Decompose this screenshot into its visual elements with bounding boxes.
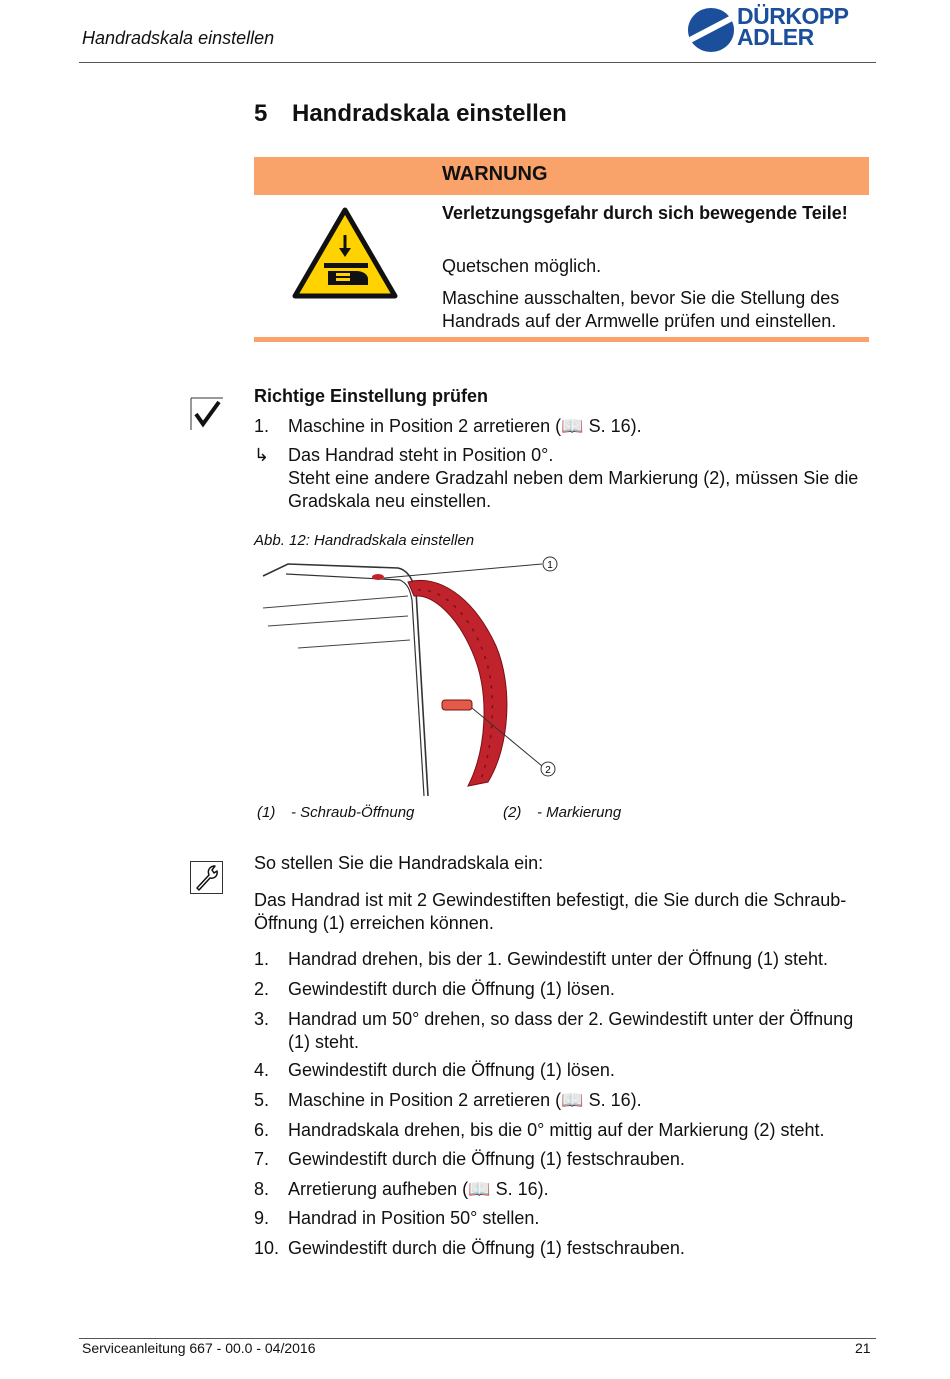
adjust-paragraph: Das Handrad ist mit 2 Gewindestiften befestigt, die Sie durch die Schraub-Öffnung (1) erreichen können. <box>254 890 847 933</box>
legend-2-text: - Markierung <box>537 804 622 821</box>
section-title: Handradskala einstellen <box>292 100 567 127</box>
warning-bottom-rule <box>254 337 869 342</box>
legend-1-number: (1) <box>257 804 276 821</box>
wrench-icon <box>190 861 223 894</box>
header-rule <box>79 62 876 63</box>
callout-1: 1 <box>547 560 553 571</box>
book-icon: 📖 <box>468 1179 491 1199</box>
logo-mark-icon <box>686 6 736 54</box>
check-step-number: 1. <box>254 416 270 436</box>
check-result-text: Das Handrad steht in Position 0°. <box>288 445 554 465</box>
arrow-result-icon: ↳ <box>254 445 270 465</box>
footer-document-id: Serviceanleitung 667 - 00.0 - 04/2016 <box>82 1340 316 1356</box>
figure-caption: Abb. 12: Handradskala einstellen <box>254 532 475 549</box>
page-header-title: Handradskala einstellen <box>82 28 275 48</box>
section-number: 5 <box>254 100 268 127</box>
check-result-note: Steht eine andere Gradzahl neben dem Markierung (2), müssen Sie die Gradskala neu einstellen. <box>288 468 859 511</box>
check-step-ref: S. 16). <box>588 416 642 436</box>
adjust-intro: So stellen Sie die Handradskala ein: <box>254 853 544 873</box>
callout-2: 2 <box>545 765 551 776</box>
legend-2-number: (2) <box>503 804 522 821</box>
section-heading <box>254 100 567 128</box>
footer-rule <box>79 1338 876 1339</box>
brand-line-2: ADLER <box>737 24 814 50</box>
warning-text-2: Maschine ausschalten, bevor Sie die Stellung des Handrads auf der Armwelle prüfen und einstellen. <box>442 288 840 331</box>
book-icon: 📖 <box>561 416 584 436</box>
handwheel-figure <box>258 556 568 802</box>
legend-1-text: - Schraub-Öffnung <box>291 804 415 821</box>
warning-header-bar <box>254 157 869 195</box>
check-step-text-a: Maschine in Position 2 arretieren ( <box>288 416 562 436</box>
brand-line-1: DÜRKOPP <box>737 3 849 29</box>
warning-label: WARNUNG <box>442 163 548 185</box>
check-title: Richtige Einstellung prüfen <box>254 386 489 406</box>
checkmark-icon <box>190 397 223 430</box>
hand-crush-warning-icon <box>292 207 398 299</box>
warning-text-1: Quetschen möglich. <box>442 256 602 276</box>
check-step-text <box>288 415 869 438</box>
warning-headline: Verletzungsgefahr durch sich bewegende Teile! <box>442 203 848 223</box>
brand-wordmark <box>737 3 849 50</box>
book-icon: 📖 <box>561 1090 584 1110</box>
page-number: 21 <box>855 1340 871 1356</box>
